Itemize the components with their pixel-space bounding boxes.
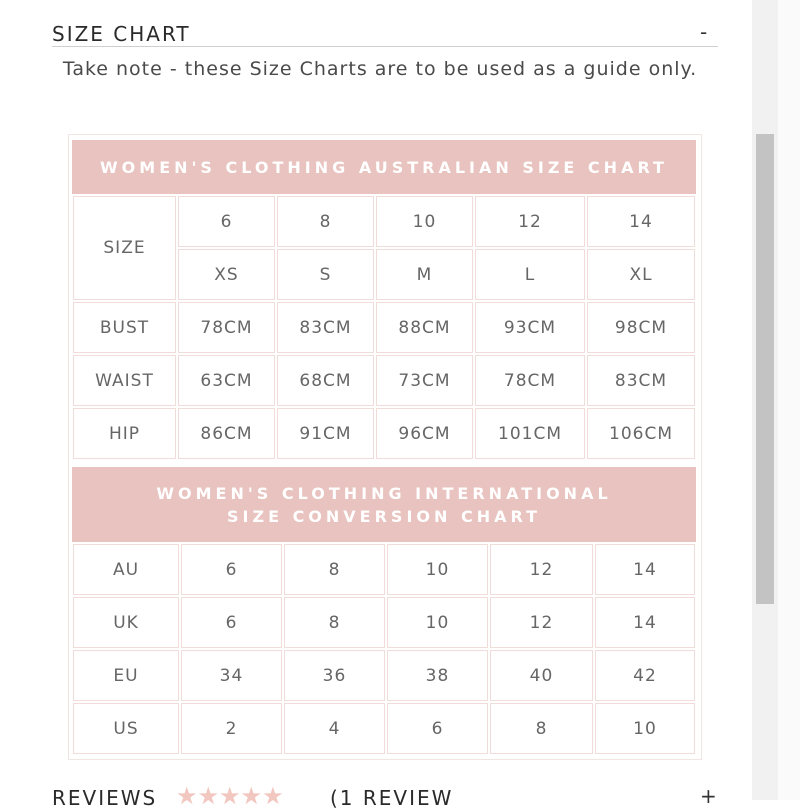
measurement-cell: 101CM (475, 408, 585, 459)
size-chart-heading[interactable]: SIZE CHART (52, 22, 191, 46)
size-cell: 10 (376, 196, 473, 247)
measurement-cell: 96CM (376, 408, 473, 459)
measurement-label: WAIST (73, 355, 176, 406)
country-label: UK (73, 597, 179, 648)
conversion-cell: 6 (181, 597, 282, 648)
rating-stars-icon: ★★★★★ (176, 782, 284, 810)
size-cell: 12 (475, 196, 585, 247)
conversion-cell: 40 (490, 650, 593, 701)
measurement-cell: 106CM (587, 408, 695, 459)
letter-size-cell: XL (587, 249, 695, 300)
reviews-heading[interactable]: REVIEWS (52, 786, 158, 810)
measurement-cell: 63CM (178, 355, 275, 406)
measurement-label: HIP (73, 408, 176, 459)
conversion-cell: 4 (284, 703, 385, 754)
size-chart-note: Take note - these Size Charts are to be used as a guide only. (62, 58, 698, 80)
measurement-cell: 78CM (475, 355, 585, 406)
measurement-cell: 98CM (587, 302, 695, 353)
size-cell: 14 (587, 196, 695, 247)
page-gutter (778, 0, 800, 800)
international-chart-title: WOMEN'S CLOTHING INTERNATIONAL SIZE CONVERSION CHART (72, 467, 696, 542)
conversion-cell: 8 (284, 544, 385, 595)
measurement-cell: 86CM (178, 408, 275, 459)
letter-size-cell: S (277, 249, 374, 300)
measurement-cell: 83CM (277, 302, 374, 353)
measurement-cell: 68CM (277, 355, 374, 406)
conversion-cell: 10 (595, 703, 695, 754)
conversion-cell: 2 (181, 703, 282, 754)
conversion-cell: 10 (387, 544, 488, 595)
conversion-cell: 6 (387, 703, 488, 754)
country-label: EU (73, 650, 179, 701)
conversion-cell: 42 (595, 650, 695, 701)
letter-size-cell: XS (178, 249, 275, 300)
measurement-cell: 73CM (376, 355, 473, 406)
measurement-cell: 93CM (475, 302, 585, 353)
measurement-cell: 78CM (178, 302, 275, 353)
review-count: (1 REVIEW (330, 786, 454, 810)
letter-size-cell: L (475, 249, 585, 300)
size-cell: 6 (178, 196, 275, 247)
size-cell: 8 (277, 196, 374, 247)
conversion-cell: 10 (387, 597, 488, 648)
reviews-expand-toggle[interactable]: + (700, 784, 717, 808)
measurement-cell: 83CM (587, 355, 695, 406)
letter-size-cell: M (376, 249, 473, 300)
conversion-cell: 8 (284, 597, 385, 648)
size-chart-divider (52, 46, 718, 47)
conversion-cell: 34 (181, 650, 282, 701)
conversion-cell: 14 (595, 597, 695, 648)
size-chart-collapse-toggle[interactable]: - (700, 20, 708, 44)
conversion-cell: 8 (490, 703, 593, 754)
size-row-label: SIZE (73, 196, 176, 300)
conversion-cell: 6 (181, 544, 282, 595)
australian-chart-title: WOMEN'S CLOTHING AUSTRALIAN SIZE CHART (72, 140, 696, 194)
conversion-cell: 38 (387, 650, 488, 701)
conversion-cell: 12 (490, 597, 593, 648)
measurement-cell: 91CM (277, 408, 374, 459)
measurement-label: BUST (73, 302, 176, 353)
conversion-cell: 36 (284, 650, 385, 701)
country-label: AU (73, 544, 179, 595)
scrollbar-thumb[interactable] (756, 134, 774, 604)
country-label: US (73, 703, 179, 754)
conversion-cell: 12 (490, 544, 593, 595)
conversion-cell: 14 (595, 544, 695, 595)
measurement-cell: 88CM (376, 302, 473, 353)
